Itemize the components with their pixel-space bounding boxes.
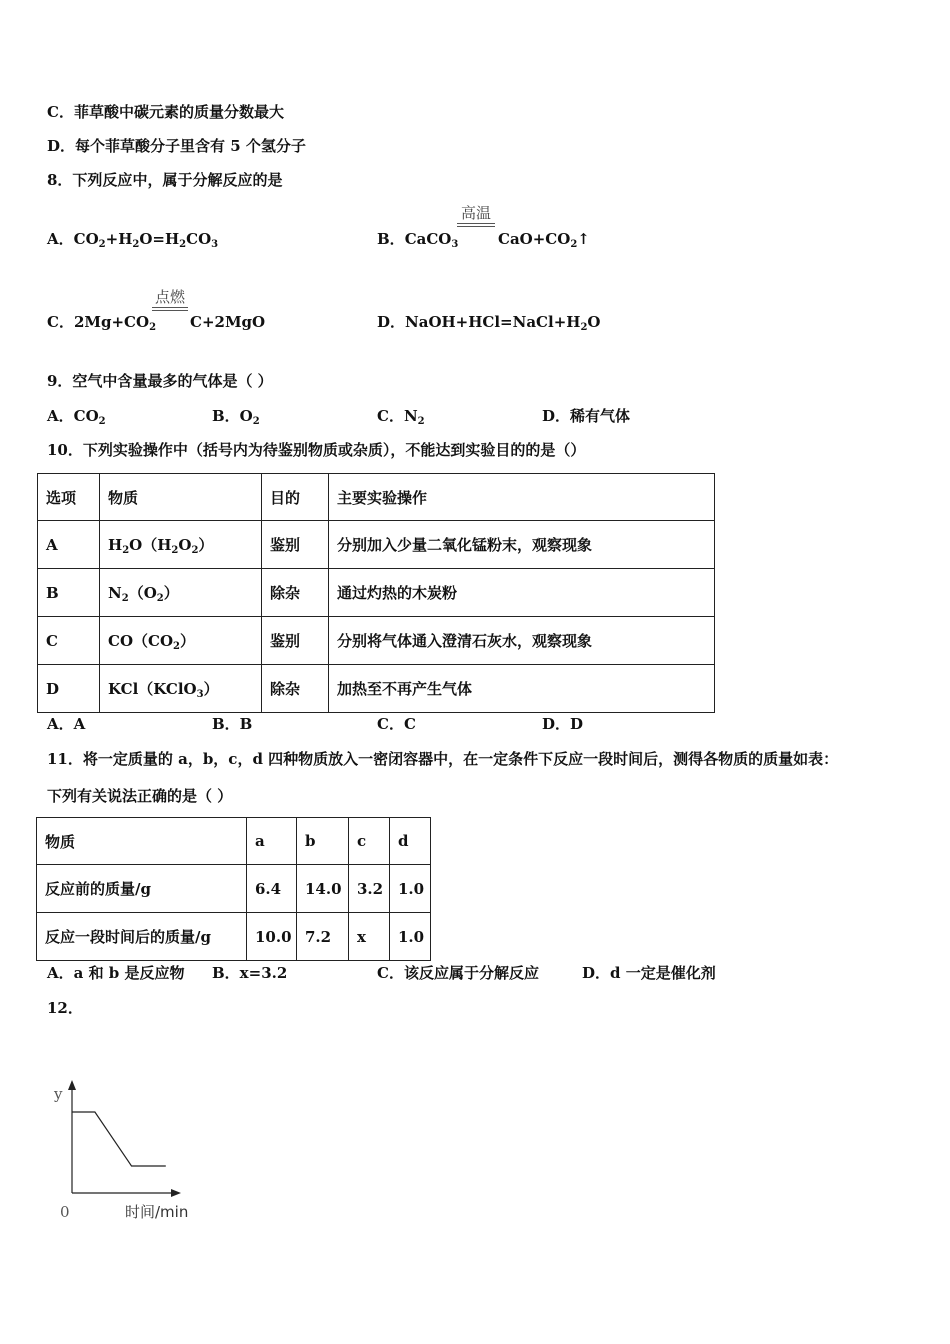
table-row — [38, 665, 715, 713]
q10-header-purpose: 目的 — [262, 474, 329, 521]
q10-answer-c: C．C — [377, 715, 416, 733]
q11-option-a: A．a 和 b 是反应物 — [47, 964, 185, 982]
q8-option-a-label: A． — [47, 230, 74, 248]
q9-stem: 9．空气中含量最多的气体是（ ） — [47, 372, 273, 390]
q11-cell-label: 反应一段时间后的质量/g — [37, 913, 247, 961]
q10-cell-substance-text: KCl（KClO — [108, 679, 197, 698]
q9-option-b: B．$O_2$ — [212, 407, 260, 427]
q11-cell-a: 10.0 — [247, 913, 297, 961]
q9-option-c-text: C．N — [377, 407, 418, 425]
q8-b-condition-text: 高温 — [460, 204, 491, 222]
q9-option-b-text: B．O — [212, 407, 253, 425]
q10-cell-option: D — [38, 665, 100, 713]
q10-header-substance: 物质 — [100, 474, 262, 521]
q8-b-product: $CaO+CO_2↑$ — [498, 230, 590, 250]
q9-option-c: C．$N_2$ — [377, 407, 425, 427]
q8-b-condition — [457, 204, 495, 227]
q11-option-d: D．d 一定是催化剂 — [582, 964, 716, 982]
q8-option-d-text: D．NaOH+HCl=NaCl+H — [377, 313, 581, 331]
q8-b-condition-equals — [457, 223, 495, 227]
q8-c-product: C+2MgO — [190, 313, 266, 331]
q10-cell-substance: $CO(CO_2)$ — [100, 617, 262, 665]
q8-option-b: B．CaCO$_3$ — [377, 230, 459, 250]
x-axis-label: 时间/min — [125, 1203, 189, 1221]
q8-option-b-label: B． — [377, 230, 405, 248]
q11-cell-c: 3.2 — [349, 865, 390, 913]
y-axis-arrow — [68, 1080, 76, 1090]
q10-answer-b: B．B — [212, 715, 253, 733]
q11-cell-b: 14.0 — [297, 865, 349, 913]
q8-b-product-text: CaO+CO — [498, 230, 571, 248]
q11-cell-label: 反应前的质量/g — [37, 865, 247, 913]
q8-c-condition — [152, 288, 188, 311]
q7-option-d: D．每个菲草酸分子里含有 5 个氢分子 — [47, 137, 306, 155]
q8-option-c: C．$2Mg+CO_2$ — [47, 313, 157, 333]
series-line — [72, 1112, 166, 1166]
q11-cell-a: 6.4 — [247, 865, 297, 913]
q10-header-option: 选项 — [38, 474, 100, 521]
q10-cell-purpose: 除杂 — [262, 569, 329, 617]
q11-header-c: c — [349, 818, 390, 865]
q8-c-condition-equals — [152, 307, 188, 311]
q11-option-c: C．该反应属于分解反应 — [377, 964, 539, 982]
q10-cell-purpose: 鉴别 — [262, 521, 329, 569]
table-row — [38, 617, 715, 665]
y-axis-label: y — [54, 1085, 63, 1103]
q10-stem: 10．下列实验操作中（括号内为待鉴别物质或杂质），不能达到实验目的的是（） — [47, 441, 586, 459]
q10-cell-operation: 分别将气体通入澄清石灰水，观察现象 — [329, 617, 715, 665]
q11-cell-b: 7.2 — [297, 913, 349, 961]
origin-label: 0 — [60, 1203, 70, 1221]
q11-cell-c: x — [349, 913, 390, 961]
q11-stem-2: 下列有关说法正确的是（ ） — [47, 787, 233, 805]
q10-answer-d: D．D — [542, 715, 584, 733]
q8-c-reactant: 2Mg+CO — [73, 313, 150, 331]
table-row — [37, 865, 431, 913]
q9-option-d: D．稀有气体 — [542, 407, 631, 425]
q9-option-a: A．$CO_2$ — [47, 407, 106, 427]
q8-c-condition-text: 点燃 — [154, 288, 185, 306]
q11-table — [36, 817, 431, 961]
q8-stem: 8．下列反应中，属于分解反应的是 — [47, 171, 283, 189]
q11-option-b: B．x=3.2 — [212, 964, 288, 982]
q10-cell-substance: KCl（KClO$_3$） — [100, 665, 262, 713]
q10-cell-substance: $H_2O(H_2O_2)$ — [100, 521, 262, 569]
q8-option-d: D．$NaOH+HCl=NaCl+H_2O$ — [377, 313, 601, 333]
q12-stem: 12． — [47, 999, 83, 1017]
table-row — [37, 913, 431, 961]
q8-option-a: A．$CO_2+H_2O=H_2CO_3$ — [47, 230, 219, 250]
q11-header-d: d — [390, 818, 431, 865]
q11-cell-d: 1.0 — [390, 913, 431, 961]
q8-option-c-label: C． — [47, 313, 74, 331]
q11-header-row — [37, 818, 431, 865]
q10-cell-option: B — [38, 569, 100, 617]
q10-cell-purpose: 鉴别 — [262, 617, 329, 665]
q11-stem: 11．将一定质量的 a，b，c，d 四种物质放入一密闭容器中，在一定条件下反应一段时间后，测得各物质的质量如表： — [47, 750, 839, 768]
q10-header-row — [38, 474, 715, 521]
q11-header-b: b — [297, 818, 349, 865]
q10-cell-operation: 加热至不再产生气体 — [329, 665, 715, 713]
x-axis-arrow — [171, 1189, 181, 1197]
q10-cell-operation: 通过灼热的木炭粉 — [329, 569, 715, 617]
q10-cell-substance: $N_2(O_2)$ — [100, 569, 262, 617]
q8-b-reactant: CaCO — [404, 230, 452, 248]
q10-table — [37, 473, 715, 713]
q10-cell-option: C — [38, 617, 100, 665]
q11-cell-d: 1.0 — [390, 865, 431, 913]
q11-header-a: a — [247, 818, 297, 865]
q10-header-operation: 主要实验操作 — [329, 474, 715, 521]
q11-header-substance: 物质 — [37, 818, 247, 865]
q10-cell-purpose: 除杂 — [262, 665, 329, 713]
q7-option-c: C．菲草酸中碳元素的质量分数最大 — [47, 103, 284, 121]
q10-answer-a: A．A — [47, 715, 86, 733]
q10-cell-operation: 分别加入少量二氧化锰粉末，观察现象 — [329, 521, 715, 569]
q9-option-a-text: A．CO — [47, 407, 99, 425]
q10-cell-substance-text: CO（CO — [108, 631, 174, 650]
table-row — [38, 569, 715, 617]
q10-cell-option: A — [38, 521, 100, 569]
table-row — [38, 521, 715, 569]
q12-chart — [40, 1075, 210, 1230]
